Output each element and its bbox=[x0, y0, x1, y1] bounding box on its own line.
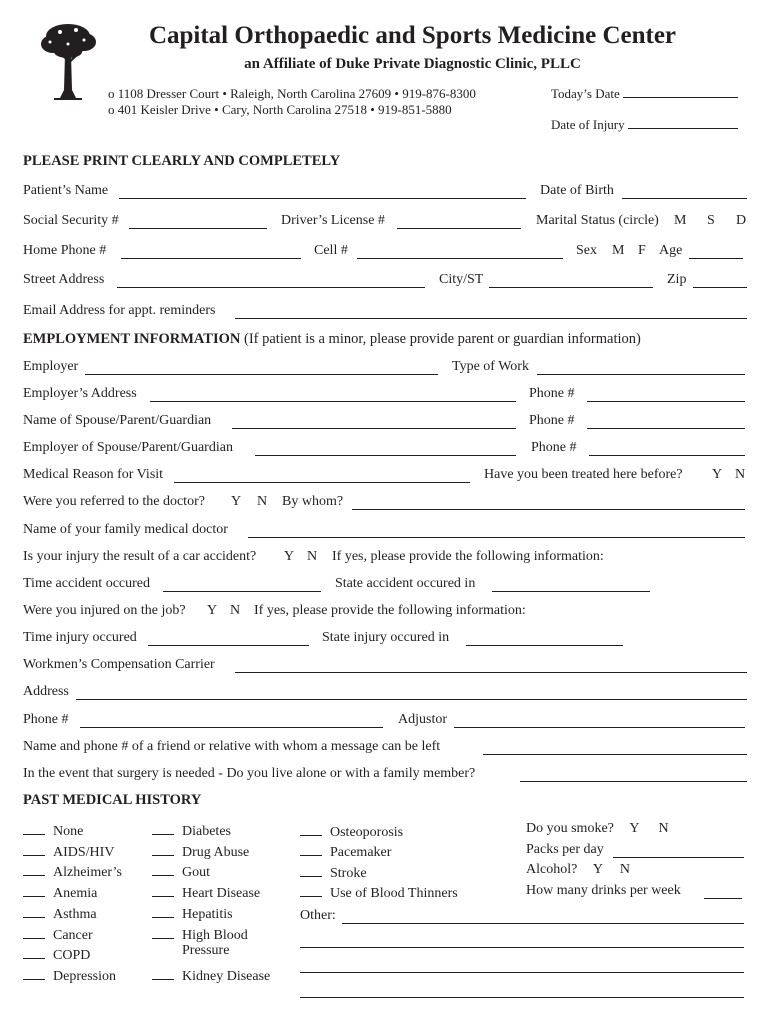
employer-field[interactable] bbox=[85, 373, 438, 375]
city-label: City/ST bbox=[439, 272, 484, 287]
comp-address-field[interactable] bbox=[76, 698, 747, 700]
friend-label: Name and phone # of a friend or relative with whom a message can be left bbox=[23, 739, 441, 754]
row-address bbox=[23, 272, 747, 292]
history-item[interactable]: None bbox=[23, 821, 83, 840]
friend-field[interactable] bbox=[483, 753, 747, 755]
dob-field[interactable] bbox=[622, 197, 747, 199]
family-doctor-label: Name of your family medical doctor bbox=[23, 522, 228, 537]
car-accident-label: Is your injury the result of a car accident? bbox=[23, 549, 257, 564]
email-field[interactable] bbox=[235, 317, 747, 319]
state-injury-label: State injury occured in bbox=[322, 630, 450, 645]
license-field[interactable] bbox=[397, 227, 521, 229]
state-accident-field[interactable] bbox=[492, 590, 650, 592]
spouse-employer-field[interactable] bbox=[255, 454, 516, 456]
history-item[interactable]: Hepatitis bbox=[152, 904, 233, 923]
spouse-phone-label: Phone # bbox=[529, 413, 575, 428]
referred-label: Were you referred to the doctor? bbox=[23, 494, 205, 509]
comp-phone-label: Phone # bbox=[23, 712, 69, 727]
home-phone-label: Home Phone # bbox=[23, 243, 107, 258]
on-job-yes-option[interactable]: Y bbox=[207, 603, 218, 618]
zip-field[interactable] bbox=[693, 286, 747, 288]
home-phone-field[interactable] bbox=[121, 257, 301, 259]
sex-m-option[interactable]: M bbox=[612, 243, 625, 258]
address-cary: o 401 Keisler Drive • Cary, North Carolina 27518 • 919-851-5880 bbox=[108, 102, 452, 117]
cell-field[interactable] bbox=[357, 257, 563, 259]
email-label: Email Address for appt. reminders bbox=[23, 303, 216, 318]
page-title: Capital Orthopaedic and Sports Medicine Center bbox=[148, 22, 677, 49]
history-item[interactable]: COPD bbox=[23, 945, 90, 964]
history-item[interactable]: Use of Blood Thinners bbox=[300, 883, 458, 902]
row-email bbox=[23, 303, 747, 323]
car-accident-if-yes: If yes, please provide the following information: bbox=[332, 549, 604, 564]
marital-d-option[interactable]: D bbox=[736, 213, 747, 228]
comp-carrier-field[interactable] bbox=[235, 671, 747, 673]
comp-carrier-label: Workmen’s Compensation Carrier bbox=[23, 657, 215, 672]
ssn-label: Social Security # bbox=[23, 213, 119, 228]
date-of-injury-label: Date of Injury bbox=[551, 115, 738, 133]
street-field[interactable] bbox=[117, 286, 425, 288]
marital-m-option[interactable]: M bbox=[674, 213, 687, 228]
by-whom-label: By whom? bbox=[282, 494, 344, 509]
row-referred bbox=[23, 494, 747, 514]
row-spouse-name bbox=[23, 413, 747, 433]
history-item[interactable]: Heart Disease bbox=[152, 883, 260, 902]
car-accident-no-option[interactable]: N bbox=[307, 549, 318, 564]
packs-label: Packs per day bbox=[526, 842, 604, 857]
date-of-injury-field[interactable] bbox=[628, 115, 738, 129]
comp-address-label: Address bbox=[23, 684, 69, 699]
employer-phone-label: Phone # bbox=[529, 386, 575, 401]
other-field-line-3[interactable] bbox=[300, 971, 744, 973]
todays-date-label: Today’s Date bbox=[551, 84, 738, 102]
work-type-field[interactable] bbox=[537, 373, 745, 375]
sex-label: Sex bbox=[576, 243, 597, 258]
age-field[interactable] bbox=[689, 257, 743, 259]
history-item-continued: Pressure bbox=[182, 943, 230, 958]
history-item[interactable]: Pacemaker bbox=[300, 842, 391, 861]
time-injury-label: Time injury occured bbox=[23, 630, 137, 645]
employer-label: Employer bbox=[23, 359, 79, 374]
dob-label: Date of Birth bbox=[540, 183, 614, 198]
smoke-no-option[interactable]: N bbox=[658, 821, 669, 836]
spouse-employer-label: Employer of Spouse/Parent/Guardian bbox=[23, 440, 233, 455]
row-comp-phone bbox=[23, 712, 747, 732]
smoke-yes-option[interactable]: Y bbox=[629, 821, 639, 836]
page-subtitle: an Affiliate of Duke Private Diagnostic Clinic, PLLC bbox=[244, 56, 581, 72]
packs-field[interactable] bbox=[613, 856, 744, 858]
other-field-line-2[interactable] bbox=[300, 946, 744, 948]
alcohol-question: Alcohol? Y N bbox=[526, 862, 631, 877]
other-label: Other: bbox=[300, 908, 336, 923]
row-on-job bbox=[23, 603, 747, 623]
history-item[interactable]: Gout bbox=[152, 862, 210, 881]
row-patient-name bbox=[23, 183, 747, 203]
adjustor-label: Adjustor bbox=[398, 712, 447, 727]
license-label: Driver’s License # bbox=[281, 213, 385, 228]
on-job-label: Were you injured on the job? bbox=[23, 603, 186, 618]
row-family-doctor bbox=[23, 522, 747, 542]
history-item[interactable]: Kidney Disease bbox=[152, 966, 270, 985]
history-item[interactable]: AIDS/HIV bbox=[23, 842, 114, 861]
row-reason bbox=[23, 467, 747, 487]
time-injury-field[interactable] bbox=[148, 644, 309, 646]
history-item[interactable]: Diabetes bbox=[152, 821, 231, 840]
row-employer-address bbox=[23, 386, 747, 406]
alcohol-no-option[interactable]: N bbox=[619, 862, 631, 877]
history-item[interactable]: Anemia bbox=[23, 883, 97, 902]
employer-address-field[interactable] bbox=[150, 400, 516, 402]
city-field[interactable] bbox=[489, 286, 653, 288]
marital-s-option[interactable]: S bbox=[707, 213, 715, 228]
row-employer bbox=[23, 359, 747, 379]
employment-heading: EMPLOYMENT INFORMATION (If patient is a minor, please provide parent or guardian information) bbox=[23, 331, 641, 347]
row-phone bbox=[23, 243, 747, 263]
zip-label: Zip bbox=[667, 272, 687, 287]
work-type-label: Type of Work bbox=[452, 359, 529, 374]
surgery-label: In the event that surgery is needed - Do you live alone or with a family member? bbox=[23, 766, 476, 781]
history-item[interactable]: Asthma bbox=[23, 904, 97, 923]
alcohol-yes-option[interactable]: Y bbox=[592, 862, 603, 877]
time-accident-field[interactable] bbox=[163, 590, 321, 592]
comp-phone-field[interactable] bbox=[80, 726, 383, 728]
by-whom-field[interactable] bbox=[352, 508, 745, 510]
sex-f-option[interactable]: F bbox=[638, 243, 646, 258]
referred-yes-option[interactable]: Y bbox=[231, 494, 242, 509]
state-accident-label: State accident occured in bbox=[335, 576, 476, 591]
age-label: Age bbox=[659, 243, 683, 258]
spouse-phone-field[interactable] bbox=[587, 427, 745, 429]
surgery-field[interactable] bbox=[520, 780, 747, 782]
employer-phone-field[interactable] bbox=[587, 400, 745, 402]
referred-no-option[interactable]: N bbox=[257, 494, 268, 509]
treated-before-label: Have you been treated here before? bbox=[484, 467, 683, 482]
on-job-if-yes: If yes, please provide the following information: bbox=[254, 603, 526, 618]
address-raleigh: o 1108 Dresser Court • Raleigh, North Carolina 27609 • 919-876-8300 bbox=[108, 86, 476, 101]
row-ssn bbox=[23, 213, 747, 233]
other-field[interactable] bbox=[342, 922, 744, 924]
other-field-line-4[interactable] bbox=[300, 996, 744, 998]
history-item[interactable]: Drug Abuse bbox=[152, 842, 249, 861]
row-car-accident bbox=[23, 549, 747, 569]
row-surgery bbox=[23, 766, 747, 786]
family-doctor-field[interactable] bbox=[248, 536, 745, 538]
reason-field[interactable] bbox=[174, 481, 470, 483]
spouse-name-field[interactable] bbox=[232, 427, 516, 429]
drinks-label: How many drinks per week bbox=[526, 883, 681, 898]
todays-date-field[interactable] bbox=[623, 84, 738, 98]
instructions: PLEASE PRINT CLEARLY AND COMPLETELY bbox=[23, 153, 341, 169]
history-item[interactable]: Osteoporosis bbox=[300, 822, 403, 841]
employer-address-label: Employer’s Address bbox=[23, 386, 137, 401]
history-item[interactable]: Alzheimer’s bbox=[23, 862, 122, 881]
spouse-employer-phone-field[interactable] bbox=[589, 454, 745, 456]
spouse-employer-phone-label: Phone # bbox=[531, 440, 577, 455]
row-comp-address bbox=[23, 684, 747, 704]
history-item[interactable]: High Blood bbox=[152, 925, 248, 944]
history-item[interactable]: Stroke bbox=[300, 863, 367, 882]
history-heading: PAST MEDICAL HISTORY bbox=[23, 792, 202, 808]
treated-no-option[interactable]: N bbox=[735, 467, 746, 482]
car-accident-yes-option[interactable]: Y bbox=[284, 549, 295, 564]
row-friend bbox=[23, 739, 747, 759]
adjustor-field[interactable] bbox=[454, 726, 745, 728]
row-time-accident bbox=[23, 576, 747, 596]
spouse-name-label: Name of Spouse/Parent/Guardian bbox=[23, 413, 212, 428]
cell-label: Cell # bbox=[314, 243, 348, 258]
marital-label: Marital Status (circle) bbox=[536, 213, 659, 228]
smoke-question: Do you smoke? Y N bbox=[526, 821, 669, 836]
row-time-injury bbox=[23, 630, 747, 650]
patient-name-field[interactable] bbox=[119, 197, 526, 199]
row-comp-carrier bbox=[23, 657, 747, 677]
treated-yes-option[interactable]: Y bbox=[712, 467, 723, 482]
state-injury-field[interactable] bbox=[466, 644, 623, 646]
patient-name-label: Patient’s Name bbox=[23, 183, 109, 198]
time-accident-label: Time accident occured bbox=[23, 576, 150, 591]
on-job-no-option[interactable]: N bbox=[230, 603, 241, 618]
history-item[interactable]: Cancer bbox=[23, 925, 93, 944]
row-spouse-employer bbox=[23, 440, 747, 460]
ssn-field[interactable] bbox=[129, 227, 267, 229]
reason-label: Medical Reason for Visit bbox=[23, 467, 164, 482]
street-label: Street Address bbox=[23, 272, 105, 287]
history-item[interactable]: Depression bbox=[23, 966, 116, 985]
drinks-field[interactable] bbox=[704, 897, 742, 899]
